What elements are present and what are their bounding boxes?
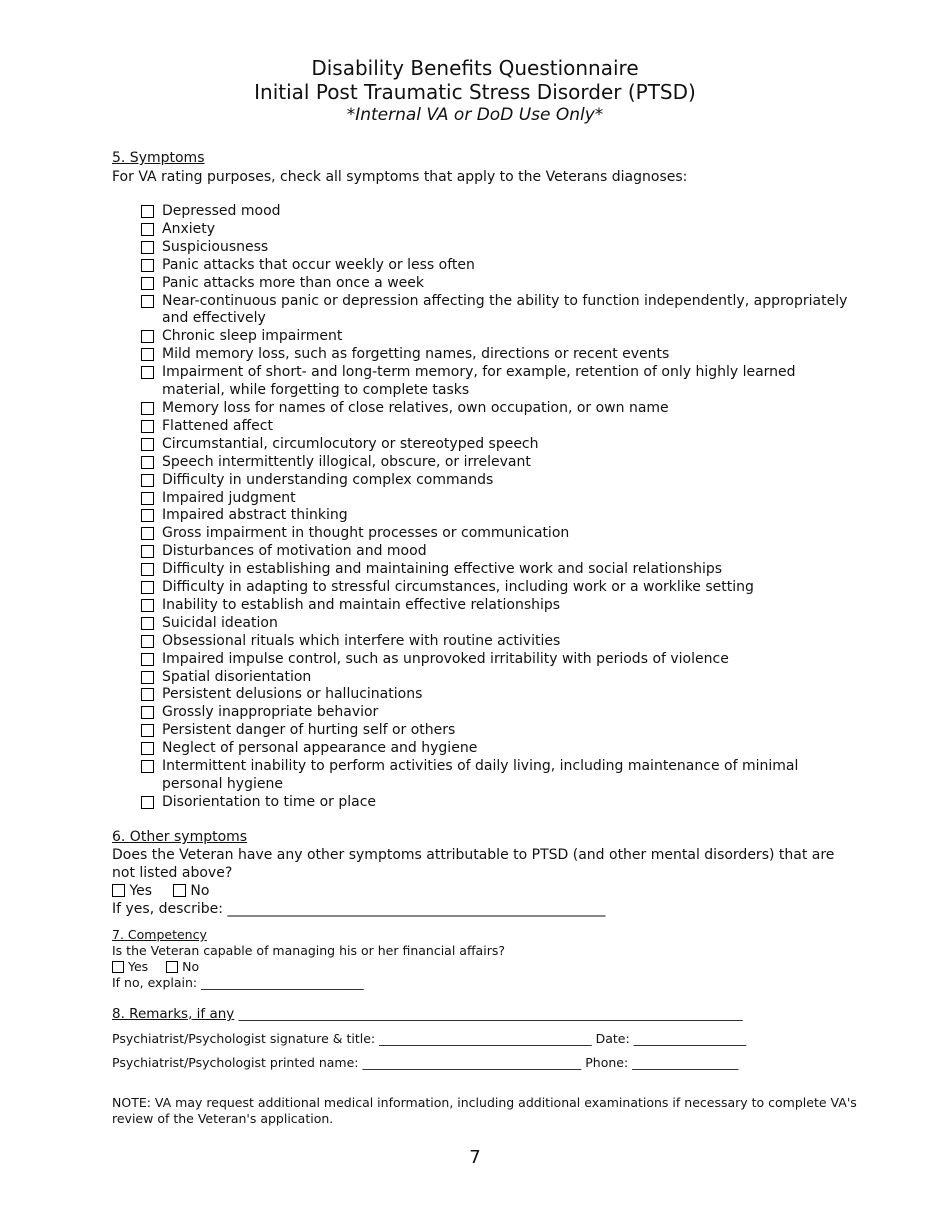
symptom-item[interactable] (140, 758, 860, 794)
symptom-item[interactable] (140, 740, 860, 758)
competency-options (112, 959, 199, 975)
symptom-checkbox[interactable] (141, 402, 154, 415)
competency-no-label: No (182, 959, 200, 974)
symptom-checkbox[interactable] (141, 742, 154, 755)
competency-question: Is the Veteran capable of managing his or her financial affairs? (112, 943, 505, 958)
symptom-item[interactable] (140, 579, 860, 597)
symptoms-instruction: For VA rating purposes, check all symptoms that apply to the Veterans diagnoses: (112, 169, 688, 185)
other-symptoms-yes-label: Yes (129, 883, 153, 899)
symptom-label: Mild memory loss, such as forgetting names, directions or recent events (162, 346, 670, 363)
symptom-label: Impaired abstract thinking (162, 507, 348, 524)
printed-name-row (112, 1055, 738, 1071)
symptom-checkbox[interactable] (141, 223, 154, 236)
symptom-label: Panic attacks that occur weekly or less often (162, 256, 475, 273)
symptom-checkbox[interactable] (141, 205, 154, 218)
symptom-checkbox[interactable] (141, 635, 154, 648)
printed-name-label: Psychiatrist/Psychologist printed name: (112, 1055, 359, 1070)
symptom-label: Persistent danger of hurting self or others (162, 722, 456, 739)
competency-explain (112, 975, 364, 991)
symptom-checkbox[interactable] (141, 277, 154, 290)
phone-field[interactable]: _________________ (632, 1055, 739, 1070)
symptom-checkbox[interactable] (141, 492, 154, 505)
competency-yes-checkbox[interactable] (112, 961, 124, 973)
symptom-item[interactable] (140, 490, 860, 508)
symptom-item[interactable] (140, 275, 860, 293)
symptom-label: Flattened affect (162, 417, 273, 434)
symptom-item[interactable] (140, 704, 860, 722)
symptom-checkbox[interactable] (141, 796, 154, 809)
symptom-item[interactable] (140, 436, 860, 454)
symptom-item[interactable] (140, 364, 860, 400)
symptom-checkbox[interactable] (141, 527, 154, 540)
date-field[interactable]: __________________ (633, 1031, 747, 1046)
symptom-label: Disturbances of motivation and mood (162, 543, 427, 560)
other-symptoms-no-label: No (190, 883, 210, 899)
symptom-label: Inability to establish and maintain effective relationships (162, 596, 561, 613)
symptom-item[interactable] (140, 328, 860, 346)
other-symptoms-heading: 6. Other symptoms (112, 829, 248, 845)
symptom-label: Difficulty in adapting to stressful circumstances, including work or a worklike setting (162, 579, 754, 596)
competency-yes-label: Yes (127, 959, 149, 974)
symptom-label: Chronic sleep impairment (162, 328, 343, 345)
symptom-item[interactable] (140, 203, 860, 221)
symptom-checkbox[interactable] (141, 420, 154, 433)
symptom-label: Difficulty in establishing and maintaining effective work and social relationships (162, 561, 723, 578)
symptom-checkbox[interactable] (141, 348, 154, 361)
describe-label: If yes, describe: (112, 901, 223, 917)
symptom-label: Near-continuous panic or depression affecting the ability to function independently, appropriately and effectively (162, 292, 848, 327)
symptom-checkbox[interactable] (141, 706, 154, 719)
symptom-item[interactable] (140, 257, 860, 275)
symptom-item[interactable] (140, 669, 860, 687)
symptom-item[interactable] (140, 400, 860, 418)
symptom-item[interactable] (140, 597, 860, 615)
date-label: Date: (595, 1031, 630, 1046)
symptom-checkbox[interactable] (141, 688, 154, 701)
symptom-label: Neglect of personal appearance and hygiene (162, 740, 478, 757)
symptom-label: Disorientation to time or place (162, 793, 377, 810)
signature-field[interactable]: __________________________________ (379, 1031, 592, 1046)
symptoms-heading: 5. Symptoms (112, 150, 205, 166)
symptom-label: Suspiciousness (162, 238, 269, 255)
symptom-label: Intermittent inability to perform activities of daily living, including maintenance of minimal personal hygiene (162, 758, 799, 792)
symptom-label: Obsessional rituals which interfere with routine activities (162, 632, 561, 649)
symptom-checkbox[interactable] (141, 724, 154, 737)
symptom-item[interactable] (140, 221, 860, 239)
explain-label: If no, explain: (112, 975, 198, 990)
symptom-label: Persistent delusions or hallucinations (162, 686, 423, 703)
symptom-item[interactable] (140, 507, 860, 525)
symptom-label: Depressed mood (162, 203, 281, 219)
symptom-item[interactable] (140, 418, 860, 436)
symptom-item[interactable] (140, 633, 860, 651)
symptom-checkbox[interactable] (141, 241, 154, 254)
remarks-heading: 8. Remarks, if any (112, 1006, 235, 1022)
symptom-item[interactable] (140, 543, 860, 561)
form-title: Disability Benefits Questionnaire (311, 56, 639, 80)
other-symptoms-yes-checkbox[interactable] (112, 884, 125, 897)
symptom-label: Difficulty in understanding complex commands (162, 471, 494, 488)
form-subtitle: Initial Post Traumatic Stress Disorder (PTSD) (254, 80, 696, 104)
symptom-label: Grossly inappropriate behavior (162, 704, 379, 721)
symptom-label: Speech intermittently illogical, obscure, or irrelevant (162, 453, 531, 470)
explain-field[interactable]: __________________________ (201, 975, 364, 990)
remarks-row (112, 1006, 743, 1023)
symptom-label: Spatial disorientation (162, 668, 312, 685)
symptom-item[interactable] (140, 686, 860, 704)
symptom-label: Anxiety (162, 220, 216, 237)
other-symptoms-options (112, 882, 209, 900)
symptom-checkbox[interactable] (141, 599, 154, 612)
symptom-checkbox[interactable] (141, 617, 154, 630)
footer-note: NOTE: VA may request additional medical information, including additional examinations if necessary to complete VA's review of the Veteran's application. (112, 1095, 857, 1126)
signature-row (112, 1031, 746, 1047)
symptom-checkbox[interactable] (141, 581, 154, 594)
symptom-checkbox[interactable] (141, 259, 154, 272)
symptom-checkbox[interactable] (141, 760, 154, 773)
symptom-checkbox[interactable] (141, 456, 154, 469)
competency-heading: 7. Competency (112, 927, 207, 942)
symptom-label: Impairment of short- and long-term memory, for example, retention of only highly learned material, while forgetting to complete tasks (162, 364, 796, 399)
symptom-item[interactable] (140, 525, 860, 543)
symptom-label: Memory loss for names of close relatives, own occupation, or own name (162, 399, 669, 416)
other-symptoms-no-checkbox[interactable] (173, 884, 186, 897)
page-number: 7 (469, 1147, 481, 1168)
symptom-label: Panic attacks more than once a week (162, 274, 424, 291)
symptom-item[interactable] (140, 794, 860, 812)
signature-label: Psychiatrist/Psychologist signature & title: (112, 1031, 376, 1046)
symptom-label: Impaired impulse control, such as unprovoked irritability with periods of violence (162, 650, 729, 667)
symptom-item[interactable] (140, 346, 860, 364)
symptom-label: Impaired judgment (162, 489, 296, 506)
phone-label: Phone: (585, 1055, 629, 1070)
symptom-checkbox[interactable] (141, 545, 154, 558)
symptom-checkbox[interactable] (141, 295, 154, 308)
symptom-checkbox[interactable] (141, 671, 154, 684)
describe-field[interactable]: ______________________________________________________ (227, 901, 606, 917)
remarks-field[interactable]: ____________________________________________________________________________________ (238, 1007, 743, 1021)
symptom-label: Suicidal ideation (162, 614, 278, 631)
symptom-label: Circumstantial, circumlocutory or stereotyped speech (162, 435, 539, 452)
symptom-item[interactable] (140, 722, 860, 740)
other-symptoms-describe (112, 900, 605, 918)
symptom-item[interactable] (140, 615, 860, 633)
symptom-checkbox[interactable] (141, 438, 154, 451)
symptom-item[interactable] (140, 293, 860, 329)
symptom-item[interactable] (140, 561, 860, 579)
symptoms-checklist (140, 203, 860, 812)
symptom-checkbox[interactable] (141, 653, 154, 666)
other-symptoms-question: Does the Veteran have any other symptoms attributable to PTSD (and other mental disorders) that are not listed above? (112, 847, 835, 881)
symptom-checkbox[interactable] (141, 366, 154, 379)
symptom-checkbox[interactable] (141, 509, 154, 522)
printed-name-field[interactable]: ___________________________________ (362, 1055, 582, 1070)
symptom-item[interactable] (140, 454, 860, 472)
symptom-checkbox[interactable] (141, 330, 154, 343)
internal-use-note: *Internal VA or DoD Use Only* (346, 105, 604, 125)
symptom-checkbox[interactable] (141, 474, 154, 487)
symptom-item[interactable] (140, 472, 860, 490)
competency-no-checkbox[interactable] (166, 961, 178, 973)
symptom-item[interactable] (140, 651, 860, 669)
symptom-label: Gross impairment in thought processes or communication (162, 525, 570, 542)
symptom-checkbox[interactable] (141, 563, 154, 576)
symptom-item[interactable] (140, 239, 860, 257)
